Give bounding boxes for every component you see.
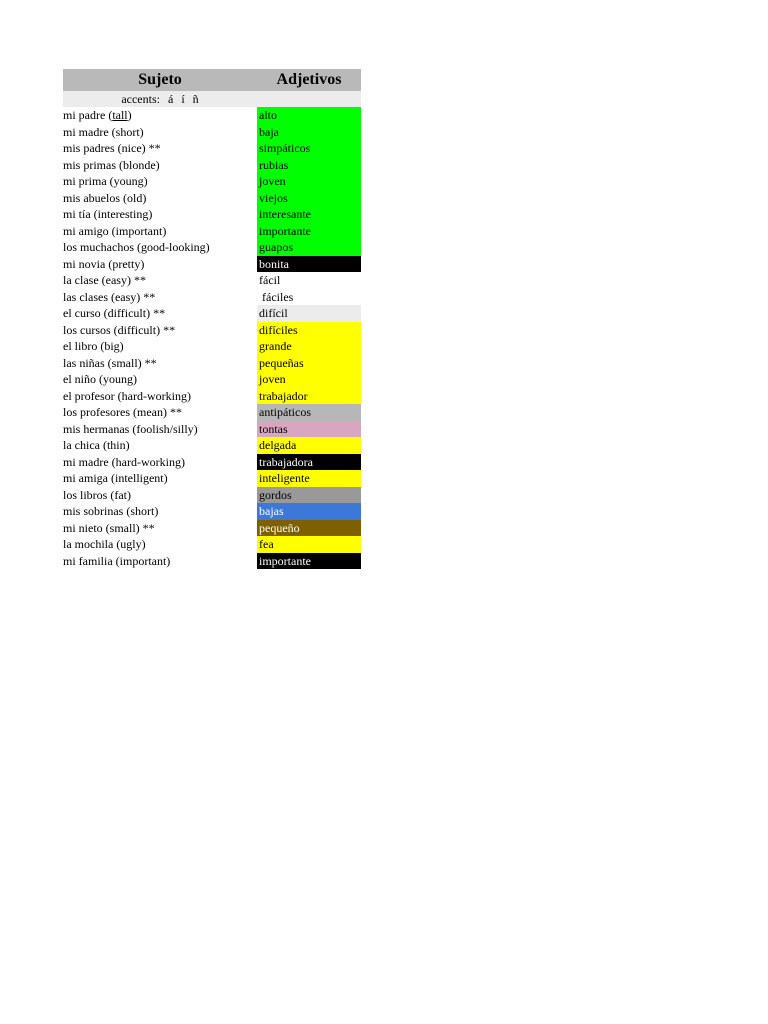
header-row: [63, 69, 361, 91]
table-row: [63, 256, 361, 273]
sujeto-text: las clases (easy) **: [63, 289, 156, 304]
table-row: [63, 239, 361, 256]
table-row: [63, 454, 361, 471]
sujeto-cell[interactable]: [63, 322, 257, 339]
table-row: [63, 305, 361, 322]
sujeto-cell[interactable]: [63, 454, 257, 471]
table-row: [63, 107, 361, 124]
sujeto-underlined-text: tall: [112, 108, 128, 122]
sujeto-text: mi amigo (important): [63, 223, 167, 238]
sujeto-cell[interactable]: [63, 124, 257, 141]
table-row: [63, 322, 361, 339]
table-body: [63, 107, 361, 569]
adjetivo-cell[interactable]: trabajadora: [257, 454, 361, 471]
sujeto-text: las niñas (small) **: [63, 355, 157, 370]
accents-row: [63, 91, 361, 107]
adjetivo-cell[interactable]: alto: [257, 107, 361, 124]
sujeto-text: mi madre (hard-working): [63, 454, 185, 469]
sujeto-text: el niño (young): [63, 372, 137, 386]
adjetivo-cell[interactable]: antipáticos: [257, 404, 361, 421]
sujeto-cell[interactable]: [63, 272, 257, 289]
table-row: [63, 421, 361, 438]
adjetivo-cell[interactable]: importante: [257, 223, 361, 240]
adjetivo-cell[interactable]: baja: [257, 124, 361, 141]
accents-cell[interactable]: [63, 91, 257, 107]
table-row: [63, 223, 361, 240]
sujeto-cell[interactable]: [63, 157, 257, 174]
adjetivo-cell[interactable]: pequeño: [257, 520, 361, 537]
spreadsheet: [63, 69, 361, 569]
sujeto-cell[interactable]: [63, 190, 257, 207]
sujeto-cell[interactable]: [63, 470, 257, 487]
sujeto-cell[interactable]: [63, 553, 257, 570]
table-row: [63, 503, 361, 520]
sujeto-text: mi familia (important): [63, 553, 171, 568]
sujeto-cell[interactable]: [63, 503, 257, 520]
sujeto-text: la chica (thin): [63, 438, 130, 452]
table-row: [63, 388, 361, 405]
adjetivo-cell[interactable]: simpáticos: [257, 140, 361, 157]
adjetivo-cell[interactable]: fáciles: [257, 289, 361, 306]
sujeto-text: los profesores (mean) **: [63, 405, 182, 419]
adjetivo-cell[interactable]: rubias: [257, 157, 361, 174]
sujeto-cell[interactable]: [63, 388, 257, 405]
adjetivo-cell[interactable]: difícil: [257, 305, 361, 322]
sujeto-text: el profesor (hard-working): [63, 388, 191, 403]
sujeto-text: mi nieto (small) **: [63, 520, 155, 535]
sujeto-cell[interactable]: [63, 536, 257, 553]
adjetivo-cell[interactable]: bonita: [257, 256, 361, 273]
sujeto-cell[interactable]: [63, 239, 257, 256]
sujeto-cell[interactable]: [63, 371, 257, 388]
sujeto-text: la clase (easy) **: [63, 273, 146, 287]
sujeto-text: mi padre (: [63, 108, 113, 122]
table-row: [63, 536, 361, 553]
table-row: [63, 520, 361, 537]
table-row: [63, 404, 361, 421]
table-row: [63, 124, 361, 141]
adjetivo-cell[interactable]: importante: [257, 553, 361, 570]
sujeto-cell[interactable]: [63, 305, 257, 322]
table-row: [63, 140, 361, 157]
table-row: [63, 190, 361, 207]
accent-char: ñ: [192, 92, 199, 106]
sujeto-cell[interactable]: [63, 421, 257, 438]
adjetivo-cell[interactable]: joven: [257, 173, 361, 190]
adjetivo-cell[interactable]: inteligente: [257, 470, 361, 487]
sujeto-text: mis sobrinas (short): [63, 504, 159, 518]
sujeto-text: el libro (big): [63, 339, 124, 353]
sujeto-cell[interactable]: [63, 206, 257, 223]
sujeto-text: los muchachos (good-looking): [63, 240, 210, 254]
sujeto-text: mis primas (blonde): [63, 157, 160, 172]
sujeto-cell[interactable]: [63, 437, 257, 454]
adjetivo-cell[interactable]: difíciles: [257, 322, 361, 339]
sujeto-cell[interactable]: [63, 355, 257, 372]
table-row: [63, 272, 361, 289]
table-row: [63, 338, 361, 355]
adjetivo-cell[interactable]: fácil: [257, 272, 361, 289]
adjetivo-cell[interactable]: interesante: [257, 206, 361, 223]
sujeto-text: mis padres (nice) **: [63, 141, 161, 155]
sujeto-cell[interactable]: [63, 289, 257, 306]
sujeto-text: el curso (difficult) **: [63, 306, 166, 320]
table-row: [63, 470, 361, 487]
sujeto-cell[interactable]: [63, 520, 257, 537]
sujeto-text: mi prima (young): [63, 174, 148, 188]
adjetivo-cell[interactable]: bajas: [257, 503, 361, 520]
sujeto-text: la mochila (ugly): [63, 537, 146, 551]
table-row: [63, 157, 361, 174]
table-row: [63, 371, 361, 388]
table-row: [63, 206, 361, 223]
sujeto-text: mi madre (short): [63, 124, 144, 139]
sujeto-cell[interactable]: [63, 223, 257, 240]
adjetivo-cell[interactable]: viejos: [257, 190, 361, 207]
header-adjetivos[interactable]: Adjetivos: [276, 71, 342, 88]
accents-label: accents:: [121, 92, 160, 106]
table-row: [63, 289, 361, 306]
sujeto-text: mi amiga (intelligent): [63, 471, 168, 485]
sujeto-cell[interactable]: [63, 487, 257, 504]
header-sujeto[interactable]: Sujeto: [138, 71, 182, 88]
accent-char: í: [181, 92, 185, 106]
accent-char: á: [167, 92, 174, 106]
adjetivo-cell[interactable]: gordos: [257, 487, 361, 504]
sujeto-cell[interactable]: [63, 404, 257, 421]
sujeto-text: mis abuelos (old): [63, 190, 147, 205]
adjetivo-cell[interactable]: joven: [257, 371, 361, 388]
sujeto-text: los cursos (difficult) **: [63, 322, 176, 337]
sujeto-cell[interactable]: [63, 338, 257, 355]
sujeto-text: los libros (fat): [63, 487, 131, 502]
sujeto-text: mis hermanas (foolish/silly): [63, 421, 198, 436]
sujeto-cell[interactable]: [63, 173, 257, 190]
adjetivo-cell[interactable]: fea: [257, 536, 361, 553]
adjetivo-cell[interactable]: trabajador: [257, 388, 361, 405]
sujeto-cell[interactable]: [63, 140, 257, 157]
sujeto-text-end: ): [127, 108, 132, 122]
table-row: [63, 487, 361, 504]
adjetivo-cell[interactable]: delgada: [257, 437, 361, 454]
sujeto-cell[interactable]: [63, 107, 257, 124]
adjetivo-cell[interactable]: tontas: [257, 421, 361, 438]
adjetivo-cell[interactable]: grande: [257, 338, 361, 355]
adjetivo-cell[interactable]: pequeñas: [257, 355, 361, 372]
sujeto-text: mi tía (interesting): [63, 207, 153, 221]
sujeto-cell[interactable]: [63, 256, 257, 273]
table-row: [63, 355, 361, 372]
table-row: [63, 173, 361, 190]
table-row: [63, 437, 361, 454]
adjetivo-cell[interactable]: guapos: [257, 239, 361, 256]
table-row: [63, 553, 361, 570]
sujeto-text: mi novia (pretty): [63, 256, 145, 271]
